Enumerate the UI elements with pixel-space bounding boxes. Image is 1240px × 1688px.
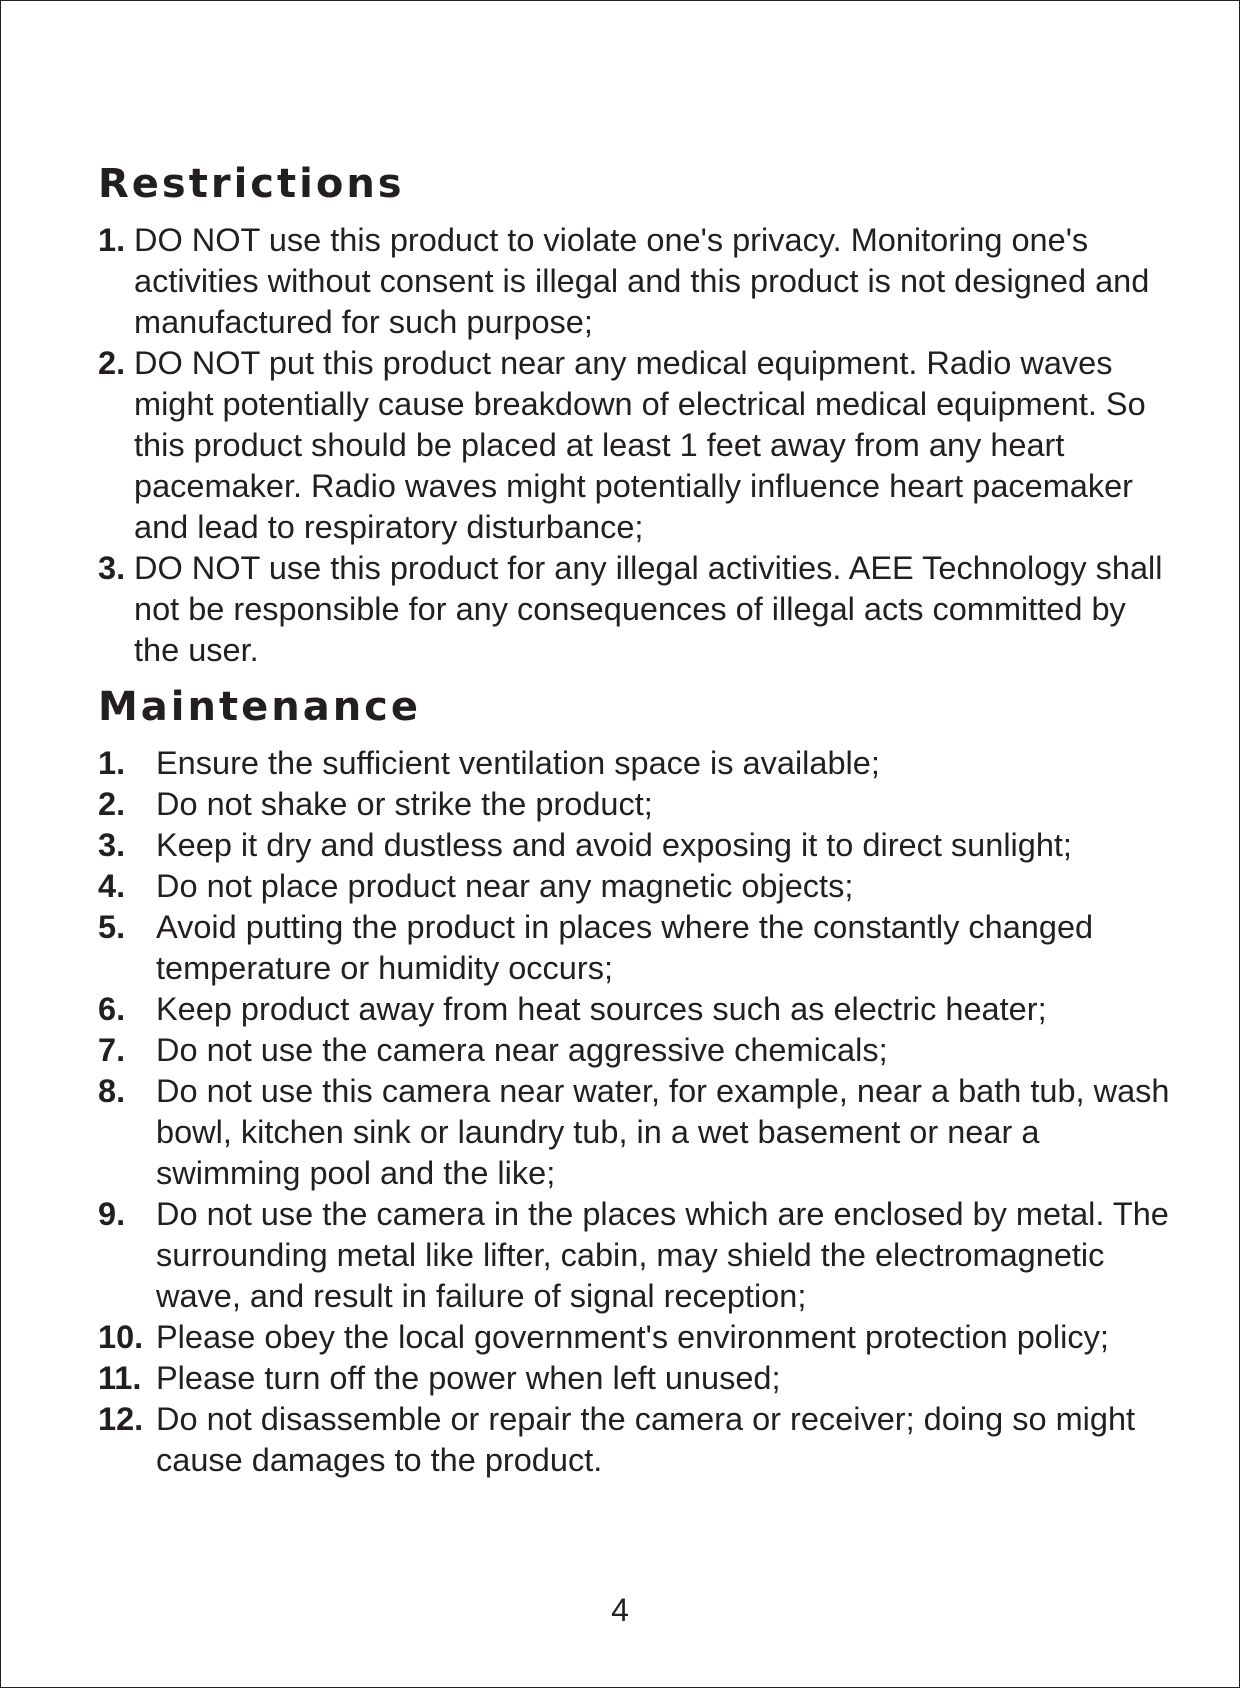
list-item <box>98 220 1178 343</box>
list-item <box>98 343 1178 548</box>
item-number: 9. <box>98 1196 126 1232</box>
item-text: Do not use this camera near water, for example, near a bath tub, wash bowl, kitchen sink or laundry tub, in a wet basement or near a swimming pool and the like; <box>156 1073 1170 1191</box>
item-text: Do not place product near any magnetic objects; <box>156 868 854 904</box>
list-item <box>98 1358 1178 1399</box>
list-item <box>98 825 1178 866</box>
item-text: DO NOT use this product to violate one's privacy. Monitoring one's activities without consent is illegal and this product is not designed and manufactured for such purpose; <box>134 222 1150 340</box>
item-text: Do not disassemble or repair the camera or receiver; doing so might cause damages to the product. <box>156 1401 1136 1478</box>
item-text: Do not use the camera in the places which are enclosed by metal. The surrounding metal like lifter, cabin, may shield the electromagnetic wave, and result in failure of signal reception; <box>156 1196 1169 1314</box>
restrictions-list <box>98 220 1178 671</box>
list-item <box>98 907 1178 989</box>
item-number: 1. <box>98 745 126 781</box>
list-item <box>98 1071 1178 1194</box>
list-item <box>98 743 1178 784</box>
list-item <box>98 1399 1178 1481</box>
item-number: 3. <box>98 827 126 863</box>
restrictions-heading: Restrictions <box>98 161 405 207</box>
list-item <box>98 989 1178 1030</box>
list-item <box>98 1030 1178 1071</box>
item-number: 1. <box>98 222 126 258</box>
item-text: Keep product away from heat sources such as electric heater; <box>156 991 1047 1027</box>
list-item <box>98 1317 1178 1358</box>
item-number: 2. <box>98 786 126 822</box>
item-text: Ensure the sufficient ventilation space is available; <box>156 745 880 781</box>
item-text: Avoid putting the product in places where the constantly changed temperature or humidity occurs; <box>156 909 1094 986</box>
item-number: 7. <box>98 1032 126 1068</box>
item-number: 11. <box>98 1360 142 1396</box>
list-item <box>98 1194 1178 1317</box>
item-text: DO NOT put this product near any medical equipment. Radio waves might potentially cause breakdown of electrical medical equipment. So this product should be placed at least 1 feet away from any heart pacemaker. Radio waves might potentially influence heart pacemaker and lead to respiratory disturbance; <box>134 345 1146 545</box>
page-content <box>98 148 1178 1481</box>
item-number: 5. <box>98 909 126 945</box>
item-text: Please obey the local government's environment protection policy; <box>156 1319 1109 1355</box>
maintenance-heading: Maintenance <box>98 684 422 730</box>
item-text: DO NOT use this product for any illegal activities. AEE Technology shall not be responsible for any consequences of illegal acts committed by the user. <box>134 550 1163 668</box>
item-number: 10. <box>98 1319 144 1355</box>
list-item <box>98 548 1178 671</box>
item-number: 6. <box>98 991 126 1027</box>
item-number: 12. <box>98 1401 144 1437</box>
list-item <box>98 866 1178 907</box>
list-item <box>98 784 1178 825</box>
item-text: Do not shake or strike the product; <box>156 786 653 822</box>
item-text: Do not use the camera near aggressive chemicals; <box>156 1032 888 1068</box>
item-number: 8. <box>98 1073 126 1109</box>
item-number: 2. <box>98 345 126 381</box>
item-text: Please turn off the power when left unused; <box>156 1360 781 1396</box>
item-text: Keep it dry and dustless and avoid exposing it to direct sunlight; <box>156 827 1072 863</box>
page-number: 4 <box>611 1592 629 1628</box>
maintenance-list <box>98 743 1178 1481</box>
item-number: 4. <box>98 868 126 904</box>
item-number: 3. <box>98 550 126 586</box>
